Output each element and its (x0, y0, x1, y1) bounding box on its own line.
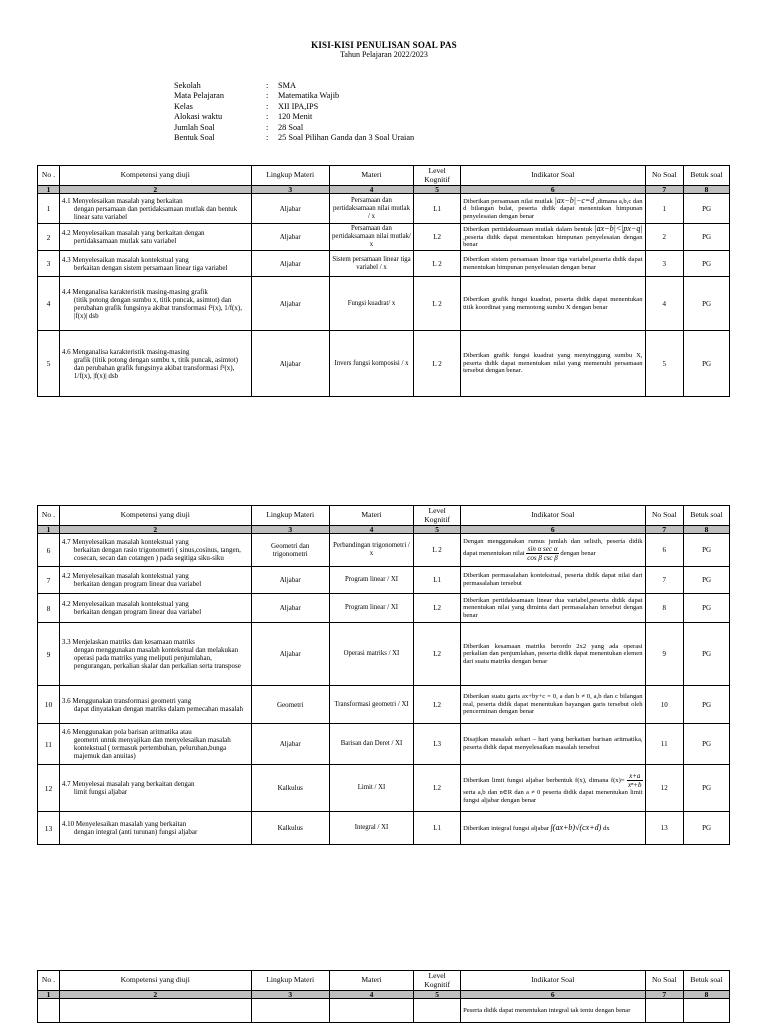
nomor-soal: 5 (645, 331, 684, 397)
indikator-text: Diberikan limit fungsi aljabar berbentuk f(x), dimana f(x)= (463, 776, 625, 784)
document-title: KISI-KISI PENULISAN SOAL PAS (311, 40, 457, 50)
header-nosoal: No Soal (645, 506, 684, 526)
indikator-text: Diberikan grafik fungsi kuadrat, peserta didik dapat menentukan titik koordinat yang memotong sumbu X dengan benar (463, 295, 643, 311)
bentuk-soal: PG (684, 331, 730, 397)
header-no: No . (38, 166, 60, 186)
kompetensi-cell (59, 765, 251, 812)
materi: Transformasi geometri / XI (329, 686, 413, 724)
info-row (174, 133, 414, 143)
nomor-soal: 11 (645, 724, 684, 765)
info-value: XII IPA,IPS (278, 101, 319, 111)
column-number: 2 (59, 186, 251, 194)
indikator-text-continued: dx (602, 824, 610, 832)
indikator-text-continued: ,peserta didik dapat menentukan himpunan penyelesaian dengan benar (463, 233, 643, 249)
header-lingkup: Lingkup Materi (251, 506, 329, 526)
nomor-soal: 8 (645, 594, 684, 623)
indikator-soal (461, 812, 645, 845)
header-nosoal: No Soal (645, 971, 684, 991)
row-number: 9 (38, 623, 60, 686)
header-bentuk: Betuk soal (684, 506, 730, 526)
info-value: Matematika Wajib (278, 91, 340, 101)
nomor-soal: 6 (645, 534, 684, 567)
column-number: 5 (414, 991, 461, 999)
materi: Program linear / XI (329, 594, 413, 623)
column-number: 3 (251, 526, 329, 534)
row-number: 6 (38, 534, 60, 567)
column-number: 6 (461, 991, 645, 999)
bentuk-soal: PG (684, 567, 730, 594)
header-materi: Materi (329, 166, 413, 186)
header-level: Level Kognitif (414, 971, 461, 991)
indikator-fraction (627, 772, 643, 789)
nomor-soal: 2 (645, 224, 684, 251)
table-row (38, 277, 730, 331)
materi: Limit / XI (329, 765, 413, 812)
header-komp: Kompetensi yang diuji (59, 166, 251, 186)
column-number: 2 (59, 526, 251, 534)
info-key: Bentuk Soal (174, 133, 215, 143)
column-number: 8 (684, 526, 730, 534)
lingkup-materi: Aljabar (251, 623, 329, 686)
materi: Fungsi kuadrat/ x (329, 277, 413, 331)
kompetensi-line: 4.2 Menyelesaikan masalah kontekstual yang (61, 572, 189, 580)
column-number: 3 (251, 186, 329, 194)
lingkup-materi: Geometri (251, 686, 329, 724)
indikator-text: Disajikan masalah sehari – hari yang berkaitan barisan aritmatika, peserta didik dapat menyelesaikan masalah tersebut (463, 736, 643, 751)
kompetensi-line: 3.6 Menggunakan transformasi geometri yang (61, 696, 192, 705)
kompetensi-continuation: (titik potong dengan sumbu x, titik puncak, asimtot) dan perubahan grafik fungsinya akibat transformasi f²(x), 1/f(x), |f(x)| dsb (73, 295, 242, 320)
kompetensi-line: 4.6 Menganalisa karakteristik masing-masing (61, 347, 190, 356)
kompetensi-continuation: berkaitan dengan program linear dua variabel (73, 580, 202, 588)
kompetensi-cell (59, 277, 251, 331)
indikator-soal (461, 194, 645, 224)
fraction-denominator: cos β csc β (527, 554, 558, 563)
indikator-soal (461, 331, 645, 397)
lingkup-materi: Geometri dan trigonometri (251, 534, 329, 567)
indikator-text-continued: ,dimana a,b,c dan d bilangan bulat, peserta didik dapat menentukan himpunan penyelesaian dengan benar (463, 197, 643, 220)
bentuk-soal: PG (684, 686, 730, 724)
header-bentuk: Betuk soal (684, 166, 730, 186)
indikator-soal (461, 224, 645, 251)
indikator-soal (461, 277, 645, 331)
info-sep: : (266, 122, 269, 132)
info-row (174, 123, 414, 133)
info-key: Mata Pelajaran (174, 91, 224, 101)
column-number: 1 (38, 186, 60, 194)
info-sep: : (266, 81, 269, 90)
empty-cell (645, 999, 684, 1023)
info-key: Jumlah Soal (174, 122, 215, 132)
column-number: 7 (645, 991, 684, 999)
empty-cell (684, 999, 730, 1023)
kompetensi-cell (59, 251, 251, 277)
row-number: 10 (38, 686, 60, 724)
header-level: Level Kognitif (414, 506, 461, 526)
bentuk-soal: PG (684, 277, 730, 331)
row-number: 1 (38, 194, 60, 224)
lingkup-materi: Aljabar (251, 277, 329, 331)
column-number: 7 (645, 186, 684, 194)
indikator-text: Diberikan sistem persamaan linear tiga variabel,peserta didik dapat menentukan himpunan penyelesaian dengan benar (463, 255, 643, 271)
indikator-soal (461, 567, 645, 594)
info-row (174, 81, 414, 91)
level-kognitif: L 2 (414, 534, 461, 567)
kompetensi-continuation: berkaitan dengan rasio trigonometri ( sinus,cosinus, tangen, cosecan, secan dan cotangen ) pada segitiga siku-siku (73, 546, 241, 562)
column-number: 7 (645, 526, 684, 534)
info-sep: : (266, 101, 269, 111)
info-key: Kelas (174, 101, 193, 111)
lingkup-materi: Aljabar (251, 594, 329, 623)
column-number: 8 (684, 991, 730, 999)
header-bentuk: Betuk soal (684, 971, 730, 991)
header-indikator: Indikator Soal (461, 971, 645, 991)
nomor-soal: 9 (645, 623, 684, 686)
level-kognitif: L3 (414, 724, 461, 765)
info-row (174, 112, 414, 122)
info-value: 25 Soal Pilihan Ganda dan 3 Soal Uraian (278, 133, 415, 143)
table-row (38, 724, 730, 765)
info-block (174, 81, 414, 143)
header-materi: Materi (329, 506, 413, 526)
row-number: 2 (38, 224, 60, 251)
empty-cell (59, 999, 251, 1023)
indikator-soal (461, 724, 645, 765)
table-row (38, 999, 730, 1023)
info-row (174, 102, 414, 112)
row-number: 11 (38, 724, 60, 765)
kompetensi-continuation: grafik (titik potong dengan sumbu x, titik puncak, asimtot) dan perubahan grafik fungsinya akibat transformasi f²(x), 1/f(x), |f(x)| dsb (73, 355, 238, 380)
column-number: 2 (59, 991, 251, 999)
nomor-soal: 13 (645, 812, 684, 845)
header-lingkup: Lingkup Materi (251, 166, 329, 186)
level-kognitif: L 2 (414, 277, 461, 331)
indikator-text: Dengan menggunakan rumus jumlah dan selisih, peserta didik dapat menentukan nilai (463, 537, 643, 558)
kompetensi-line: 4.6 Menggunakan pola barisan aritmatika atau (61, 728, 192, 736)
kompetensi-cell (59, 534, 251, 567)
indikator-soal (461, 594, 645, 623)
nomor-soal: 3 (645, 251, 684, 277)
kompetensi-line: 4.7 Menyelesai masalah yang berkaitan dengan (61, 780, 195, 788)
table-row (38, 534, 730, 567)
kompetensi-cell (59, 194, 251, 224)
info-value: 28 Soal (278, 122, 304, 132)
level-kognitif: L2 (414, 224, 461, 251)
kompetensi-continuation: dengan persamaan dan pertidaksamaan mutlak dan bentuk linear satu variabel (73, 204, 238, 221)
table-row (38, 224, 730, 251)
level-kognitif: L1 (414, 194, 461, 224)
level-kognitif: L2 (414, 623, 461, 686)
nomor-soal: 1 (645, 194, 684, 224)
kompetensi-continuation: geometri untuk menyajikan dan menyelesaikan masalah kontekstual ( termasuk pertembuhan, peluruhan,bunga majemuk dan anuitas) (73, 736, 231, 760)
indikator-text: Diberikan integral fungsi aljabar (463, 824, 549, 832)
materi: Barisan dan Deret / XI (329, 724, 413, 765)
info-key: Sekolah (174, 81, 201, 90)
row-number: 3 (38, 251, 60, 277)
lingkup-materi: Kalkulus (251, 812, 329, 845)
header-komp: Kompetensi yang diuji (59, 506, 251, 526)
lingkup-materi: Aljabar (251, 194, 329, 224)
bentuk-soal: PG (684, 724, 730, 765)
header-komp: Kompetensi yang diuji (59, 971, 251, 991)
table-row (38, 594, 730, 623)
level-kognitif: L1 (414, 567, 461, 594)
indikator-soal (461, 534, 645, 567)
empty-cell (329, 999, 413, 1023)
indikator-math: |ax−b|−c=d (554, 195, 595, 205)
indikator-text: Diberikan permasalahan kontekstual, peserta didik dapat nilai dari permasalahan tersebut (463, 572, 643, 587)
row-number: 4 (38, 277, 60, 331)
indikator-math: ∫(ax+b)√(cx+d) (550, 822, 602, 832)
info-key: Alokasi waktu (174, 112, 223, 122)
lingkup-materi: Aljabar (251, 331, 329, 397)
table-row (38, 623, 730, 686)
kompetensi-line: 4.10 Menyelesaikan masalah yang berkaitan (61, 820, 187, 828)
header-level: Level Kognitif (414, 166, 461, 186)
column-number-row (38, 991, 730, 999)
info-sep: : (266, 112, 269, 122)
table-row (38, 812, 730, 845)
level-kognitif: L 2 (414, 251, 461, 277)
fraction-denominator: xⁿ+b (627, 780, 642, 789)
kompetensi-line: 4.7 Menyelesaikan masalah kontekstual yang (61, 538, 189, 546)
indikator-text: Diberikan pertidaksamaan linear dua variabel,peserta didik dapat menentukan nilai yang diminta dari permasalahan tersebut dengan benar (463, 596, 643, 619)
kompetensi-line: 4.3 Menyelesaikan masalah kontekstual yang (61, 255, 189, 264)
bentuk-soal: PG (684, 812, 730, 845)
table-header-row (38, 971, 730, 991)
nomor-soal: 12 (645, 765, 684, 812)
column-number: 4 (329, 186, 413, 194)
nomor-soal: 10 (645, 686, 684, 724)
bentuk-soal: PG (684, 623, 730, 686)
header-materi: Materi (329, 971, 413, 991)
bentuk-soal: PG (684, 194, 730, 224)
kompetensi-continuation: berkaitan dengan sistem persamaan linear tiga variabel (73, 263, 228, 272)
indikator-text: Diberikan suatu garis ax+by+c = 0, a dan b ≠ 0, a,b dan c bilangan real, peserta didik dapat menentukan bayangan garis tersebut oleh pencerminan dengan benar (463, 693, 643, 716)
info-value: SMA (278, 81, 296, 90)
header-no: No . (38, 506, 60, 526)
kompetensi-cell (59, 812, 251, 845)
column-number: 1 (38, 526, 60, 534)
lingkup-materi: Aljabar (251, 567, 329, 594)
kompetensi-line: 4.1 Menyelesaikan masalah yang berkaitan (61, 196, 183, 205)
lingkup-materi: Aljabar (251, 724, 329, 765)
column-number: 4 (329, 526, 413, 534)
indikator-soal (461, 686, 645, 724)
lingkup-materi: Kalkulus (251, 765, 329, 812)
lingkup-materi: Aljabar (251, 251, 329, 277)
table-header-row (38, 166, 730, 186)
materi: Invers fungsi komposisi / x (329, 331, 413, 397)
column-number: 5 (414, 186, 461, 194)
fraction-numerator: sin α sec α (527, 545, 558, 554)
bentuk-soal: PG (684, 594, 730, 623)
indikator-text: Diberikan kesamaan matriks berordo 2x2 yang ada operasi perkalian dan penjumlahan, peserta didik dapat menentukan elemen dari suatu matriks dengan benar (463, 642, 643, 665)
header-lingkup: Lingkup Materi (251, 971, 329, 991)
info-sep: : (266, 91, 269, 101)
kisi-kisi-table-2 (37, 505, 730, 845)
bentuk-soal: PG (684, 534, 730, 567)
indikator-soal: Peserta didik dapat menentukan integral tak tentu dengan benar (461, 999, 645, 1023)
indikator-math: |ax−b|<|px−q| (594, 224, 643, 234)
header-indikator: Indikator Soal (461, 506, 645, 526)
kompetensi-cell (59, 686, 251, 724)
indikator-text: Diberikan persamaan nilai mutlak (463, 197, 553, 205)
column-number: 1 (38, 991, 60, 999)
header-no: No . (38, 971, 60, 991)
kompetensi-continuation: limit fungsi aljabar (73, 788, 128, 796)
kompetensi-continuation: dengan integral (anti turunan) fungsi aljabar (73, 828, 198, 836)
empty-cell (414, 999, 461, 1023)
level-kognitif: L2 (414, 594, 461, 623)
materi: Integral / XI (329, 812, 413, 845)
kompetensi-continuation: berkaitan dengan program linear dua variabel (73, 608, 202, 616)
info-sep: : (266, 133, 269, 143)
materi: Persamaan dan pertidaksamaan nilai mutlak / x (329, 194, 413, 224)
table-row (38, 765, 730, 812)
table-row (38, 331, 730, 397)
indikator-text: Diberikan grafik fungsi kuadrat yang menyinggung sumbu X, peserta didik dapat menentukan nilai yang memenuhi persamaan tersebut dengan benar. (463, 352, 643, 375)
info-row (174, 91, 414, 101)
indikator-fraction (526, 545, 559, 562)
kompetensi-cell (59, 623, 251, 686)
table-row (38, 194, 730, 224)
indikator-soal (461, 765, 645, 812)
kompetensi-continuation: dapat dinyatakan dengan matriks dalam pemecahan masalah (73, 704, 243, 713)
row-number: 5 (38, 331, 60, 397)
header-nosoal: No Soal (645, 166, 684, 186)
kompetensi-line: 4.2 Menyelesaikan masalah yang berkaitan dengan (61, 229, 205, 237)
indikator-soal (461, 623, 645, 686)
column-number: 6 (461, 186, 645, 194)
nomor-soal: 7 (645, 567, 684, 594)
level-kognitif: L1 (414, 812, 461, 845)
level-kognitif: L 2 (414, 331, 461, 397)
column-number: 3 (251, 991, 329, 999)
table-header-row (38, 506, 730, 526)
kisi-kisi-table-1 (37, 165, 730, 397)
bentuk-soal: PG (684, 224, 730, 251)
header-indikator: Indikator Soal (461, 166, 645, 186)
indikator-text-continued: serta a,b dan n∈R dan a ≠ 0 peserta didik dapat menentukan limit fungsi aljabar dengan benar (463, 788, 643, 804)
column-number: 6 (461, 526, 645, 534)
nomor-soal: 4 (645, 277, 684, 331)
bentuk-soal: PG (684, 765, 730, 812)
row-number: 12 (38, 765, 60, 812)
row-number: 7 (38, 567, 60, 594)
info-value: 120 Menit (278, 112, 313, 122)
indikator-text-continued: dengan benar (560, 550, 596, 558)
column-number: 5 (414, 526, 461, 534)
materi: Operasi matriks / XI (329, 623, 413, 686)
kompetensi-line: 4.4 Menganalisa karakteristik masing-masing grafik (61, 287, 208, 296)
materi: Perbandingan trigonometri / x (329, 534, 413, 567)
lingkup-materi: Aljabar (251, 224, 329, 251)
level-kognitif: L2 (414, 686, 461, 724)
kompetensi-line: 3.3 Menjelaskan matriks dan kesamaan matriks (61, 638, 195, 646)
kompetensi-cell (59, 724, 251, 765)
kompetensi-cell (59, 331, 251, 397)
kompetensi-cell (59, 567, 251, 594)
column-number: 8 (684, 186, 730, 194)
kompetensi-continuation: dengan menggunakan masalah kontekstual dan melakukan operasi pada matriks yang meliputi penjumlahan, pengurangan, perkalian skalar dan perkalian serta transpose (73, 646, 241, 670)
kompetensi-cell (59, 224, 251, 251)
column-number: 4 (329, 991, 413, 999)
indikator-soal (461, 251, 645, 277)
level-kognitif: L2 (414, 765, 461, 812)
materi: Persamaan dan pertidaksamaan nilai mutlak/ x (329, 224, 413, 251)
indikator-text: Diberikan pertidaksamaan mutlak dalam bentuk (463, 226, 593, 234)
column-number-row (38, 186, 730, 194)
row-number: 13 (38, 812, 60, 845)
table-row (38, 251, 730, 277)
kompetensi-cell (59, 594, 251, 623)
column-number-row (38, 526, 730, 534)
empty-cell (251, 999, 329, 1023)
table-row (38, 686, 730, 724)
kompetensi-line: 4.2 Menyelesaikan masalah kontekstual yang (61, 600, 189, 608)
table-row (38, 567, 730, 594)
materi: Program linear / XI (329, 567, 413, 594)
fraction-numerator: x+a (627, 772, 643, 781)
kisi-kisi-table-3 (37, 970, 730, 1023)
materi: Sistem persamaan linear tiga variabel / x (329, 251, 413, 277)
kompetensi-continuation: pertidaksamaan mutlak satu variabel (73, 237, 177, 245)
empty-cell (38, 999, 60, 1023)
bentuk-soal: PG (684, 251, 730, 277)
document-subtitle: Tahun Pelajaran 2022/2023 (340, 50, 428, 59)
row-number: 8 (38, 594, 60, 623)
